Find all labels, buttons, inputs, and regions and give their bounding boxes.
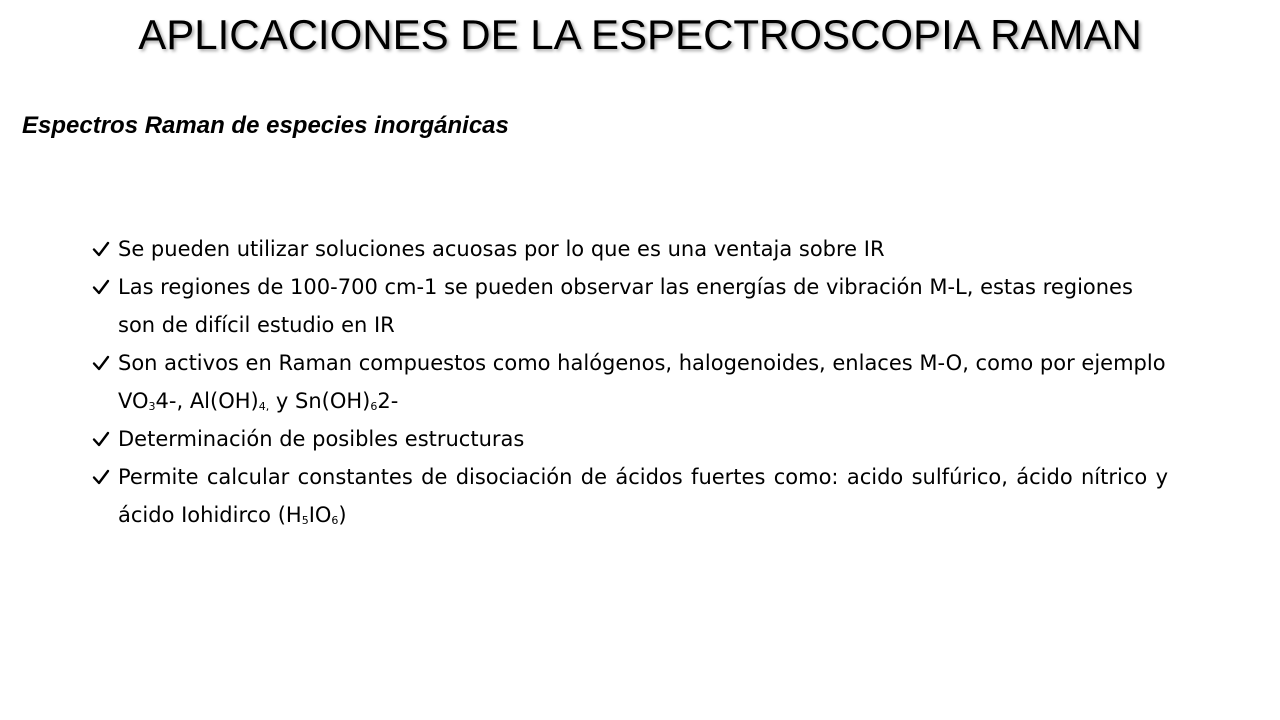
list-item	[92, 420, 1168, 458]
bullet-text-intro: Permite calcular constantes de disociación de ácidos fuertes como: acido sulfúrico, ácido nítrico y ácido Iohidirco (H	[118, 465, 1168, 527]
subscript: 6	[370, 400, 378, 413]
bullet-text-mid: 4-, Al(OH)	[155, 389, 259, 413]
list-item	[92, 230, 1168, 268]
bullet-text: Determinación de posibles estructuras	[118, 427, 525, 451]
check-icon	[92, 278, 110, 296]
bullet-text-mid: y Sn(OH)	[269, 389, 371, 413]
check-icon	[92, 468, 110, 486]
list-item	[92, 344, 1168, 420]
list-item	[92, 458, 1168, 534]
bullet-text-intro: Son activos en Raman compuestos como halógenos, halogenoides, enlaces M-O, como por ejemplo VO	[118, 351, 1166, 413]
bullet-text: Las regiones de 100-700 cm-1 se pueden observar las energías de vibración M-L, estas regiones son de difícil estudio en IR	[118, 275, 1133, 337]
bullet-text	[118, 344, 1168, 420]
check-icon	[92, 240, 110, 258]
slide-title: APLICACIONES DE LA ESPECTROSCOPIA RAMAN	[138, 11, 1142, 58]
bullet-text-mid: IO	[308, 503, 332, 527]
bullet-text: Se pueden utilizar soluciones acuosas por lo que es una ventaja sobre IR	[118, 237, 885, 261]
subscript: 3	[148, 400, 156, 413]
list-item	[92, 268, 1168, 344]
check-icon	[92, 354, 110, 372]
subscript: 6	[331, 514, 339, 527]
subscript: 5	[301, 514, 309, 527]
bullet-text	[118, 458, 1168, 534]
subscript: 4,	[258, 400, 270, 413]
bullet-list	[92, 230, 1168, 534]
slide-subtitle: Espectros Raman de especies inorgánicas	[22, 112, 509, 139]
bullet-text-end: )	[338, 503, 347, 527]
check-icon	[92, 430, 110, 448]
bullet-text-end: 2-	[377, 389, 399, 413]
